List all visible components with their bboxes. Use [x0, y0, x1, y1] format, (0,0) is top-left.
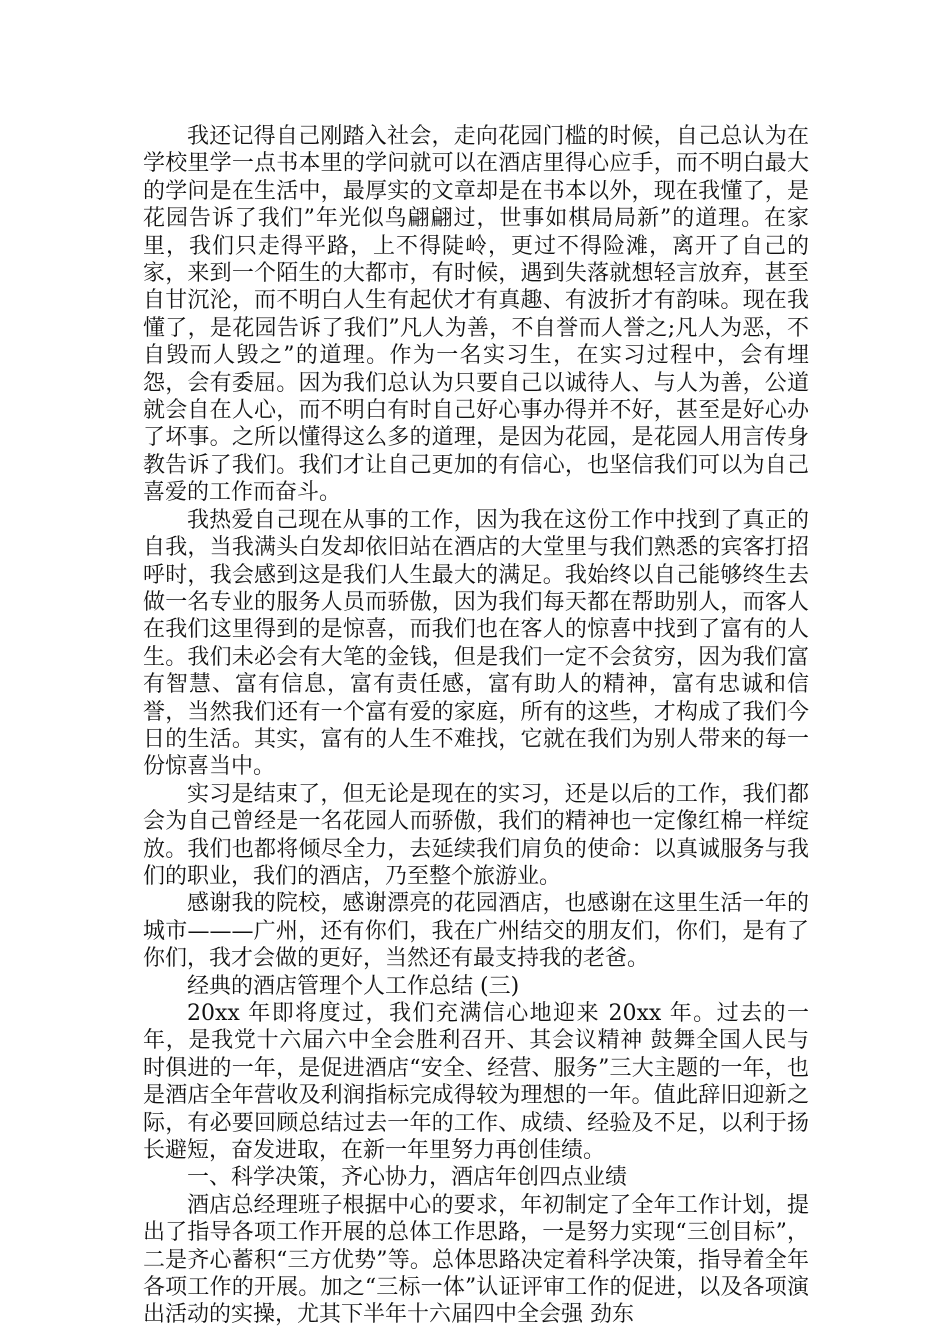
paragraph-internship-end: 实习是结束了，但无论是现在的实习，还是以后的工作，我们都会为自己曾经是一名花园人而骄傲，我们的精神也一定像红棉一样绽放。我们也都将倾尽全力，去延续我们肩负的使命：以真诚服务与我们的职业，我们的酒店，乃至整个旅游业。: [143, 781, 809, 889]
paragraph-year-review: 20xx 年即将度过，我们充满信心地迎来 20xx 年。过去的一年，是我党十六届六中全会胜利召开、其会议精神 鼓舞全国人民与时俱进的一年，是促进酒店“安全、经营、服务”三大主题的一年，也是酒店全年营收及利润指标完成得较为理想的一年。值此辞旧迎新之际，有必要回顾总结过去一年的工作、成绩、经验及不足，以利于扬长避短，奋发进取，在新一年里努力再创佳绩。: [143, 1001, 809, 1164]
paragraph-love-of-work: 我热爱自己现在从事的工作，因为我在这份工作中找到了真正的自我，当我满头白发却依旧站在酒店的大堂里与我们熟悉的宾客打招呼时，我会感到这是我们人生最大的满足。我始终以自己能够终生去做一名专业的服务人员而骄傲，因为我们每天都在帮助别人，而客人在我们这里得到的是惊喜，而我们也在客人的惊喜中找到了富有的人生。我们未必会有大笔的金钱，但是我们一定不会贫穷，因为我们富有智慧、富有信息，富有责任感，富有助人的精神，富有忠诚和信誉，当然我们还有一个富有爱的家庭，所有的这些，才构成了我们今日的生活。其实，富有的人生不难找，它就在我们为别人带来的每一份惊喜当中。: [143, 507, 809, 780]
document-body: [143, 123, 809, 1329]
paragraph-thanks: 感谢我的院校，感谢漂亮的花园酒店，也感谢在这里生活一年的城市———广州，还有你们，我在广州结交的朋友们，你们，是有了你们，我才会做的更好，当然还有最支持我的老爸。: [143, 891, 809, 972]
paragraph-internship-reflection: 我还记得自己刚踏入社会，走向花园门槛的时候，自己总认为在学校里学一点书本里的学问就可以在酒店里得心应手，而不明白最大的学问是在生活中，最厚实的文章却是在书本以外，现在我懂了，是花园告诉了我们”年光似鸟翩翩过，世事如棋局局新”的道理。在家里，我们只走得平路，上不得陡岭，更过不得险滩，离开了自己的家，来到一个陌生的大都市，有时候，遇到失落就想轻言放弃，甚至自甘沉沦，而不明白人生有起伏才有真趣、有波折才有韵味。现在我懂了，是花园告诉了我们”凡人为善，不自誉而人誉之;凡人为恶，不自毁而人毁之”的道理。作为一名实习生，在实习过程中，会有埋怨，会有委屈。因为我们总认为只要自己以诚待人、与人为善，公道就会自在人心，而不明白有时自己好心事办得并不好，甚至是好心办了坏事。之所以懂得这么多的道理，是因为花园，是花园人用言传身教告诉了我们。我们才让自己更加的有信心，也坚信我们可以为自己喜爱的工作而奋斗。: [143, 124, 809, 506]
paragraph-management-plan: 酒店总经理班子根据中心的要求，年初制定了全年工作计划，提出了指导各项工作开展的总体工作思路，一是努力实现“三创目标”，二是齐心蓄积“三方优势”等。总体思路决定着科学决策，指导着全年各项工作的开展。加之“三标一体”认证评审工作的促进，以及各项演出活动的实操，尤其下半年十六届四中全会强 劲东: [143, 1192, 809, 1328]
section-title: 经典的酒店管理个人工作总结 (三): [187, 973, 520, 999]
section-heading-one: 一、科学决策，齐心协力，酒店年创四点业绩: [187, 1165, 628, 1191]
